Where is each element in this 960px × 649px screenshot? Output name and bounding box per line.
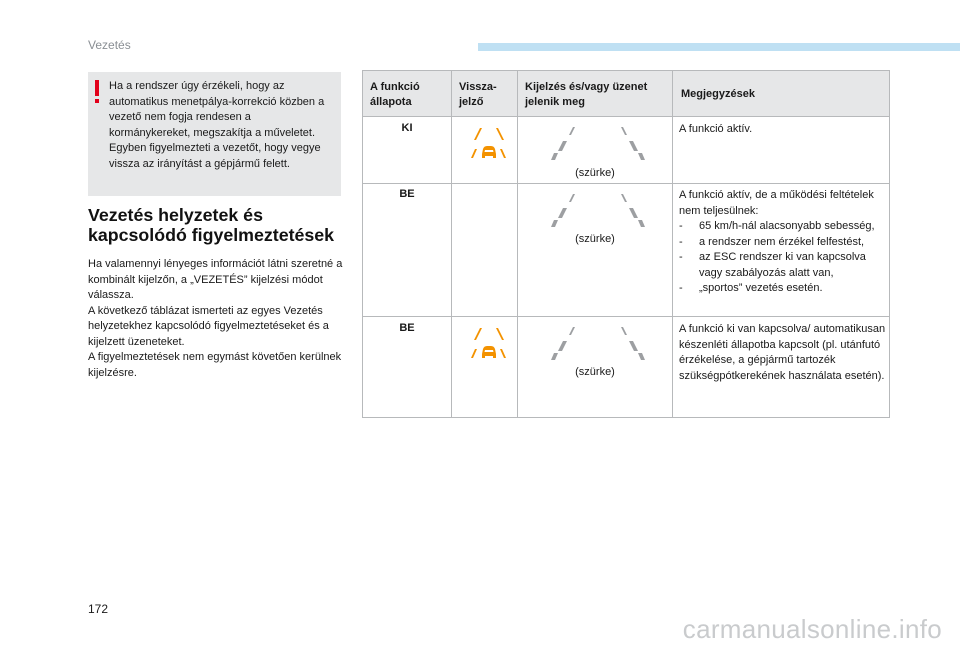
note-list-item: - 65 km/h-nál alacsonyabb sebesség, — [679, 219, 891, 235]
warning-exclamation-icon — [94, 80, 100, 104]
display-color-label: (szürke) — [575, 167, 615, 179]
intro-paragraph: Ha valamennyi lényeges információt látni szeretné a kombinált kijelzőn, a „VEZETÉS” kijelzési módot válassza. — [88, 258, 343, 301]
row-divider — [363, 183, 889, 184]
column-divider — [672, 71, 673, 417]
row-note: A funkció aktív. — [679, 123, 753, 135]
note-list-item: - „sportos” vezetés esetén. — [679, 281, 891, 297]
row-divider — [363, 316, 889, 317]
column-header-state: A funkció állapota — [370, 81, 420, 108]
note-list-item: - az ESC rendszer ki van kapcsolva vagy szabályozás alatt van, — [679, 250, 891, 281]
intro-paragraph: A figyelmeztetések nem egymást követően kerülnek kijelzésre. — [88, 351, 342, 379]
warning-box — [88, 72, 341, 196]
function-state: BE — [399, 322, 415, 334]
warnings-table — [362, 70, 890, 418]
row-note: A funkció aktív, de a működési feltételek nem teljesülnek: - 65 km/h-nál alacsonyabb sebesség, - a rendszer nem érzékel felfestést, - az ESC rendszer ki van kapcsolva vagy szabályozás alatt van, - „sportos” vezetés esetén. — [679, 188, 891, 297]
page-section-title: Vezetés — [88, 38, 131, 52]
column-header-display: Kijelzés és/vagy üzenet jelenik meg — [525, 81, 648, 108]
lane-markings-icon — [549, 327, 647, 361]
function-state: KI — [401, 122, 413, 134]
watermark: carmanualsonline.info — [682, 614, 942, 644]
note-list-item: - a rendszer nem érzékel felfestést, — [679, 235, 891, 251]
table-header-row — [363, 71, 889, 117]
header-accent-bar — [478, 43, 960, 51]
row-note: A funkció ki van kapcsolva/ automatikusan készenléti állapotba kapcsolt (pl. utánfutó érzékelése, a gépjármű tartozék szükségpótkerekének használata esetén). — [679, 323, 886, 382]
lane-markings-icon — [549, 194, 647, 228]
page-number: 172 — [88, 602, 109, 616]
lane-departure-icon — [471, 128, 507, 160]
column-header-notes: Megjegyzések — [681, 88, 755, 100]
section-heading: Vezetés helyzetek és kapcsolódó figyelmeztetések — [88, 205, 335, 245]
lane-markings-icon — [549, 127, 647, 161]
column-divider — [451, 71, 452, 417]
warning-text: Ha a rendszer úgy érzékeli, hogy az automatikus menetpálya-korrekció közben a vezető nem fogja rendesen a kormánykereket, megszakítja a műveletet. Egyben figyelmezteti a vezetőt, hogy vegye vissza az irányítást a gépjármű felett. — [109, 80, 325, 170]
column-divider — [517, 71, 518, 417]
display-color-label: (szürke) — [575, 233, 615, 245]
lane-departure-icon — [471, 328, 507, 360]
display-color-label: (szürke) — [575, 366, 615, 378]
intro-paragraph: A következő táblázat ismerteti az egyes Vezetés helyzetekhez kapcsolódó figyelmeztetéseket és a kijelzett üzeneteket. — [88, 304, 329, 348]
intro-text — [88, 257, 343, 381]
column-header-indicator: Vissza- jelző — [459, 81, 497, 108]
function-state: BE — [399, 188, 415, 200]
